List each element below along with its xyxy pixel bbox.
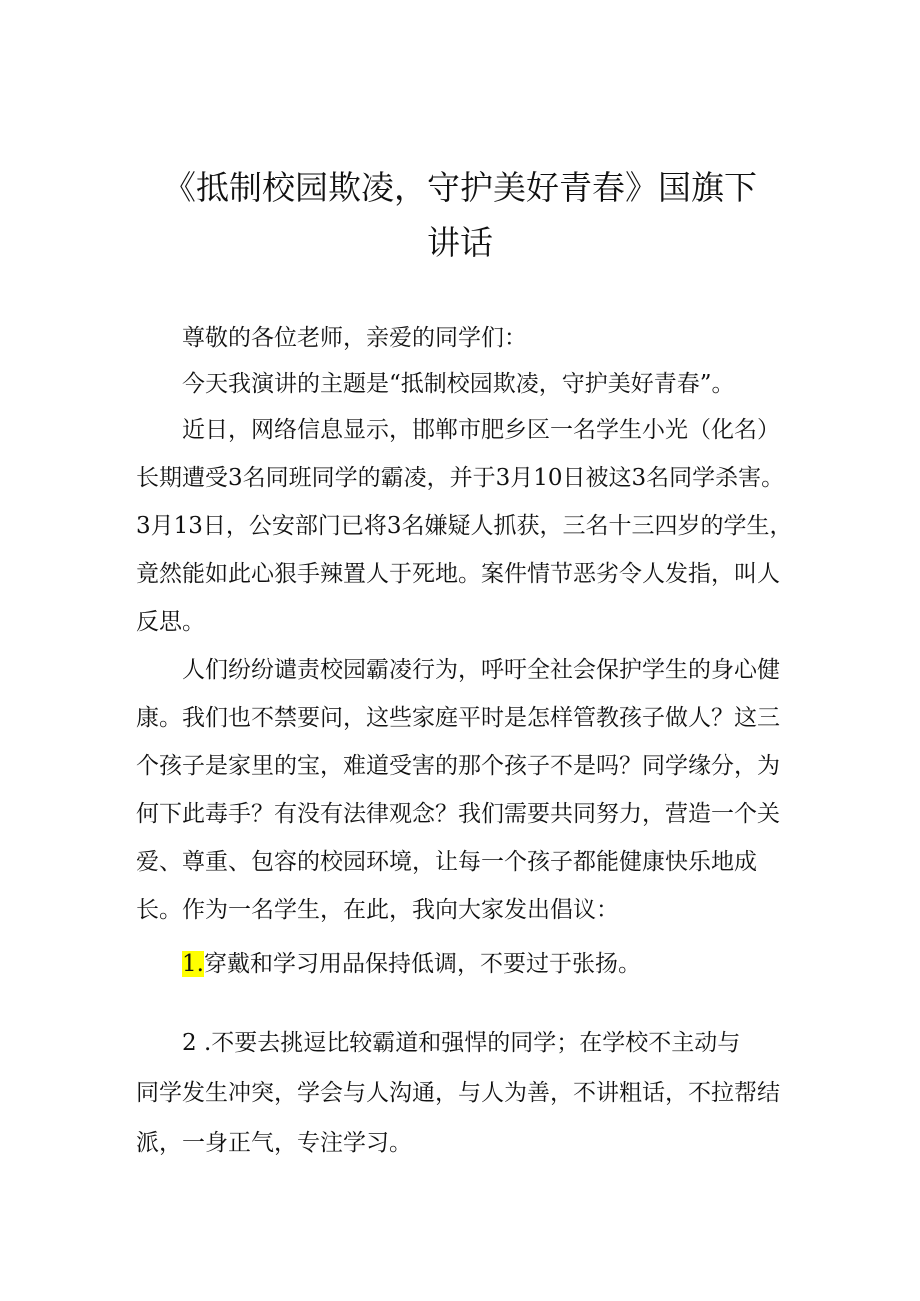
document-title: [120, 160, 800, 270]
title-line-1: 《抵制校园欺凌，守护美好青春》国旗下: [163, 168, 757, 207]
reflection-paragraph: 人们纷纷谴责校园霸凌行为，呼吁全社会保护学生的身心健康。我们也不禁要问，这些家庭平时是怎样管教孩子做人？这三个孩子是家里的宝，难道受害的那个孩子不是吗？同学缘分，为何下此毒手？有没有法律观念？我们需要共同努力，营造一个关爱、尊重、包容的校园环境，让每一个孩子都能健康快乐地成长。: [136, 657, 780, 923]
item-1-number-highlight: 1.: [182, 951, 204, 977]
item-2-line-1: 2 .不要去挑逗比较霸道和强悍的同学；在学校不主动与: [182, 1030, 741, 1056]
proposal-item-1: [136, 940, 796, 988]
proposal-item-2: [136, 1018, 796, 1168]
salutation: 尊敬的各位老师，亲爱的同学们：: [182, 325, 527, 351]
item-2-rest: 同学发生冲突，学会与人沟通，与人为善，不讲粗话，不拉帮结派，一身正气，专注学习。: [136, 1080, 780, 1156]
title-line-2: 讲话: [427, 223, 493, 262]
speech-intro: 今天我演讲的主题是“抵制校园欺凌，守护美好青春”。: [182, 371, 735, 397]
news-paragraph: 近日，网络信息显示，邯郸市肥乡区一名学生小光（化名）长期遭受3名同班同学的霸凌，并于3月10日被这3名同学杀害。3月13日，公安部门已将3名嫌疑人抓获，三名十三四岁的学生，竟然能如此心狠手辣置人于死地。案件情节恶劣令人发指，叫人反思。: [136, 417, 793, 635]
proposal-intro: 作为一名学生，在此，我向大家发出倡议：: [182, 897, 619, 923]
item-1-text: 穿戴和学习用品保持低调，不要过于张扬。: [203, 951, 641, 977]
